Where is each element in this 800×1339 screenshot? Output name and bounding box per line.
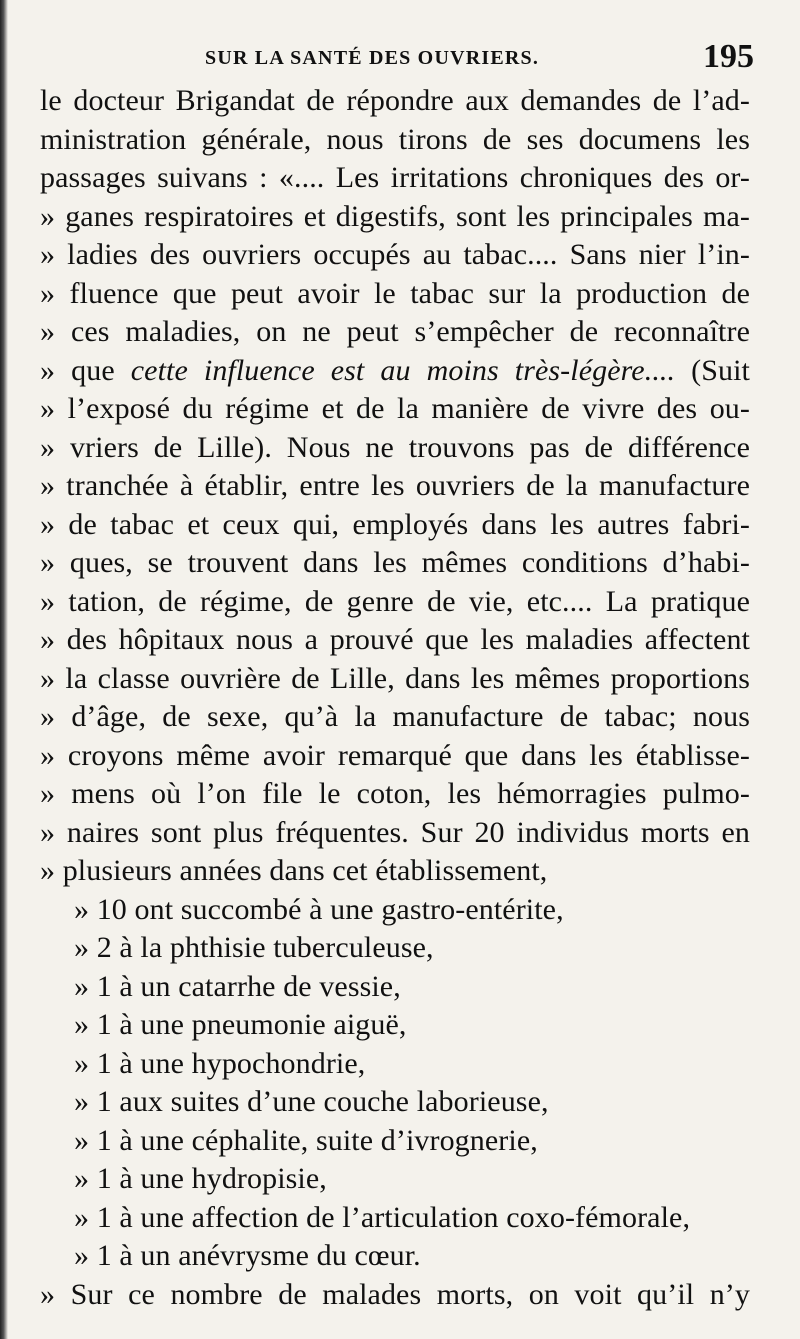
cause-list-item: » 1 à une hypochondrie,	[74, 1046, 366, 1080]
cause-list-item: » 1 à un catarrhe de vessie,	[74, 969, 401, 1003]
text-line: » la classe ouvrière de Lille, dans les mêmes proportions	[40, 661, 750, 695]
cause-list-item: » 1 à une pneumonie aiguë,	[74, 1008, 407, 1041]
text-line: » Sur ce nombre de malades morts, on voit qu’il n’y	[40, 1277, 750, 1311]
cause-list-item: » 1 aux suites d’une couche laborieuse,	[74, 1085, 549, 1118]
text-line: » des hôpitaux nous a prouvé que les maladies affectent	[40, 623, 750, 656]
text-line: » tranchée à établir, entre les ouvriers de la manufacture	[40, 469, 750, 502]
line-text-before-italic: » que	[40, 353, 131, 387]
text-line: » d’âge, de sexe, qu’à la manufacture de tabac; nous	[40, 700, 750, 733]
cause-list-item: » 1 à une hydropisie,	[74, 1162, 327, 1195]
page-number: 195	[703, 38, 754, 75]
cause-list-item: » 1 à un anévrysme du cœur.	[74, 1239, 421, 1272]
text-line: » fluence que peut avoir le tabac sur la production de	[40, 276, 750, 310]
text-line: » l’exposé du régime et de la manière de vivre des ou-	[40, 392, 750, 425]
text-line: » ces maladies, on ne peut s’empêcher de reconnaître	[40, 315, 750, 348]
running-title: SUR LA SANTÉ DES OUVRIERS.	[205, 47, 540, 69]
cause-list-item: » 2 à la phthisie tuberculeuse,	[74, 931, 434, 964]
italic-quotation: cette influence est au moins très-légère....	[130, 353, 676, 387]
cause-list-item: » 10 ont succombé à une gastro-entérite,	[74, 892, 564, 926]
text-line: » ques, se trouvent dans les mêmes conditions d’habi-	[40, 546, 750, 579]
text-line: » naires sont plus fréquentes. Sur 20 individus morts en	[40, 815, 750, 849]
text-line: » ladies des ouvriers occupés au tabac.... Sans nier l’in-	[40, 238, 750, 271]
line-text-after-italic: (Suit	[675, 353, 750, 387]
text-line: » plusieurs années dans cet établissement,	[40, 854, 548, 887]
text-line: » mens où l’on file le coton, les hémorragies pulmo-	[40, 777, 750, 810]
cause-list-item: » 1 à une affection de l’articulation coxo-fémorale,	[74, 1200, 691, 1234]
text-line: passages suivans : «.... Les irritations chroniques des or-	[40, 161, 750, 194]
text-line	[40, 352, 750, 391]
text-line: » vriers de Lille). Nous ne trouvons pas de différence	[40, 430, 750, 464]
main-text	[40, 82, 750, 1314]
page-edge-shadow	[0, 0, 8, 1339]
text-line: » de tabac et ceux qui, employés dans les autres fabri-	[40, 507, 750, 541]
cause-list-item: » 1 à une céphalite, suite d’ivrognerie,	[74, 1123, 538, 1157]
page-header	[40, 38, 754, 78]
text-line: le docteur Brigandat de répondre aux demandes de l’ad-	[40, 84, 750, 117]
text-line: ministration générale, nous tirons de ses documens les	[40, 122, 750, 156]
text-line: » ganes respiratoires et digestifs, sont les principales ma-	[40, 199, 750, 233]
text-line: » tation, de régime, de genre de vie, etc.... La pratique	[40, 584, 750, 618]
text-line: » croyons même avoir remarqué que dans les établisse-	[40, 738, 750, 772]
